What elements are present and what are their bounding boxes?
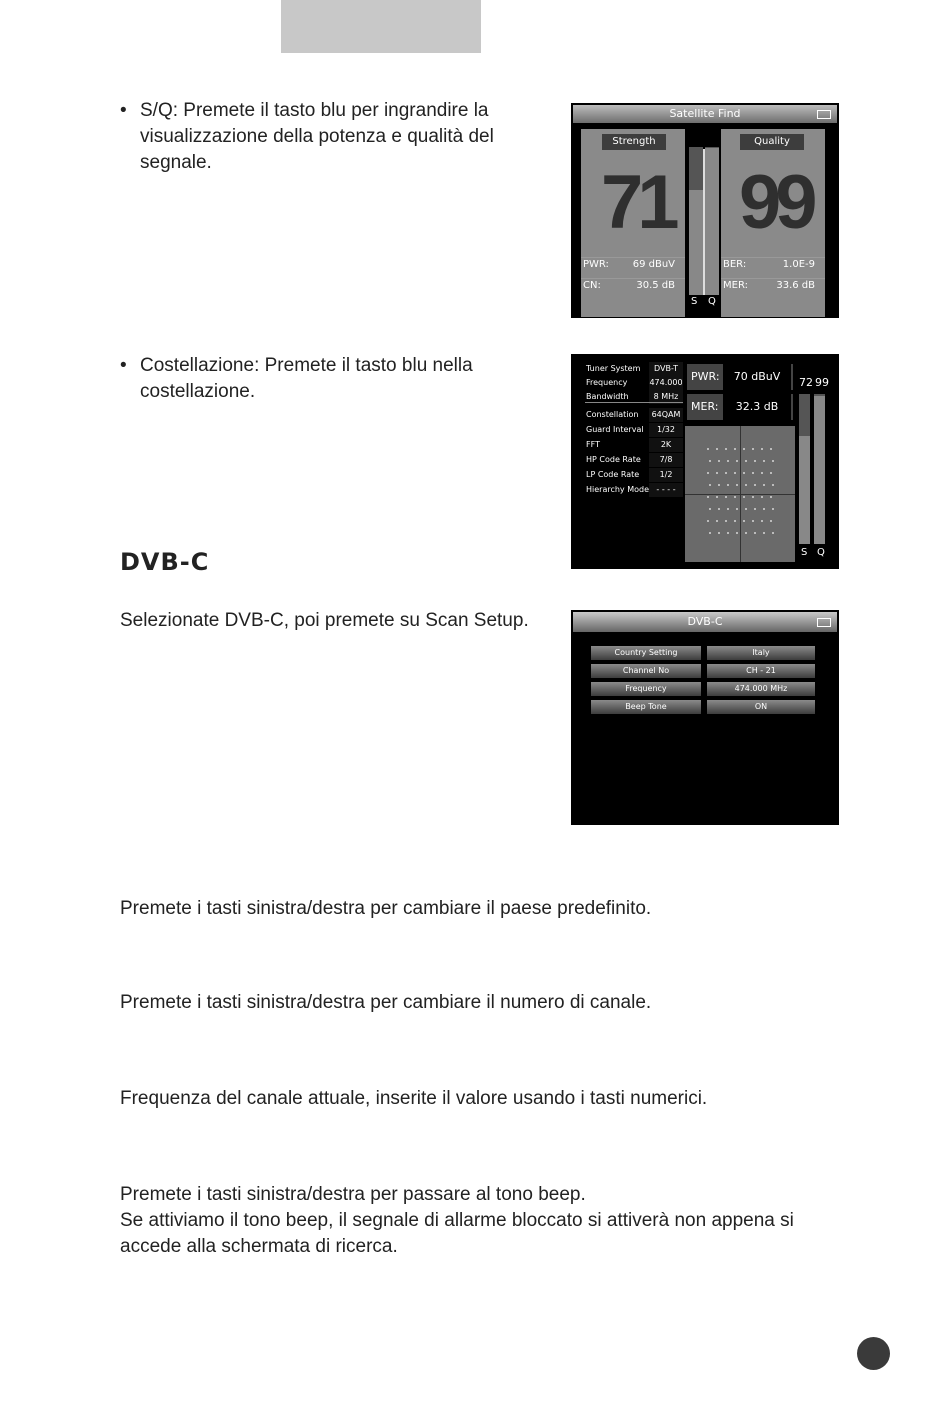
mer-label: MER: — [723, 280, 748, 291]
constellation-point — [745, 532, 747, 534]
bullet-marker: • — [120, 100, 127, 121]
constellation-point — [727, 460, 729, 462]
constellation-point — [707, 472, 709, 474]
setting-label[interactable]: Beep Tone — [591, 700, 701, 714]
country-setting-text: Premete i tasti sinistra/destra per cambiare il paese predefinito. — [120, 898, 652, 919]
constellation-point — [754, 532, 756, 534]
info-key: Constellation — [586, 410, 639, 419]
constellation-point — [709, 508, 711, 510]
mer-value: 32.3 dB — [723, 394, 791, 420]
constellation-point — [770, 496, 772, 498]
constellation-point — [761, 496, 763, 498]
constellation-point — [725, 472, 727, 474]
info-key: Guard Interval — [586, 425, 644, 434]
frequency-text: Frequenza del canale attuale, inserite il valore usando i tasti numerici. — [120, 1088, 708, 1109]
info-value: 8 MHz — [649, 390, 683, 404]
info-row — [585, 483, 683, 497]
pwr-readout — [687, 364, 793, 390]
pwr-value: 70 dBuV — [723, 364, 791, 390]
constellation-point — [707, 448, 709, 450]
constellation-point — [752, 496, 754, 498]
constellation-point — [763, 484, 765, 486]
bullet-marker: • — [120, 355, 127, 376]
constellation-point — [718, 484, 720, 486]
battery-icon — [817, 618, 831, 627]
info-key: Frequency — [586, 378, 628, 387]
bullet-sq — [120, 98, 530, 176]
info-key: Hierarchy Mode — [586, 485, 650, 494]
info-key: HP Code Rate — [586, 455, 641, 464]
constellation-point — [734, 448, 736, 450]
bullet-sq-text: S/Q: Premete il tasto blu per ingrandire la visualizzazione della potenza e qualità del segnale. — [140, 100, 494, 173]
constellation-point — [763, 532, 765, 534]
constellation-point — [725, 496, 727, 498]
constellation-point — [736, 508, 738, 510]
constellation-point — [770, 472, 772, 474]
constellation-point — [743, 496, 745, 498]
beep-tone-text: Premete i tasti sinistra/destra per passare al tono beep. — [120, 1184, 586, 1205]
constellation-point — [772, 508, 774, 510]
mer-readout — [687, 394, 793, 420]
strength-label: Strength — [602, 134, 666, 150]
constellation-point — [761, 472, 763, 474]
section-heading: DVB-C — [120, 548, 210, 576]
constellation-point — [709, 484, 711, 486]
constellation-point — [772, 532, 774, 534]
s-level-fill — [689, 190, 703, 295]
constellation-point — [727, 532, 729, 534]
constellation-point — [770, 520, 772, 522]
constellation-point — [727, 508, 729, 510]
constellation-point — [752, 520, 754, 522]
setting-label[interactable]: Country Setting — [591, 646, 701, 660]
s-level-fill — [799, 436, 810, 544]
constellation-point — [709, 460, 711, 462]
constellation-point — [736, 460, 738, 462]
s-level-bar — [799, 394, 810, 544]
pwr-readout — [581, 257, 685, 270]
cn-label: CN: — [583, 280, 601, 291]
constellation-point — [716, 496, 718, 498]
s-label: S — [801, 547, 808, 558]
pwr-label: PWR: — [583, 259, 609, 270]
constellation-point — [754, 484, 756, 486]
info-key: LP Code Rate — [586, 470, 640, 479]
constellation-point — [743, 520, 745, 522]
constellation-point — [709, 532, 711, 534]
constellation-screenshot — [571, 354, 839, 569]
info-key: FFT — [586, 440, 600, 449]
constellation-point — [761, 520, 763, 522]
constellation-point — [734, 520, 736, 522]
ber-readout — [721, 257, 825, 270]
constellation-point — [736, 484, 738, 486]
setting-label[interactable]: Frequency — [591, 682, 701, 696]
setting-value[interactable]: CH - 21 — [707, 664, 815, 678]
bullet-constellation — [120, 353, 530, 405]
constellation-point — [734, 496, 736, 498]
constellation-point — [754, 460, 756, 462]
constellation-point — [736, 532, 738, 534]
constellation-point — [772, 484, 774, 486]
bullet-constellation-text: Costellazione: Premete il tasto blu nella costellazione. — [140, 355, 473, 402]
info-value: 64QAM — [649, 408, 683, 422]
constellation-point — [754, 508, 756, 510]
intro-text: Selezionate DVB-C, poi premete su Scan Setup. — [120, 610, 529, 631]
table-divider — [585, 402, 683, 403]
s-label: S — [691, 296, 698, 307]
q-level-bar — [814, 394, 825, 544]
constellation-point — [716, 472, 718, 474]
q-label: Q — [708, 296, 716, 307]
constellation-point — [770, 448, 772, 450]
constellation-point — [752, 448, 754, 450]
axis-horizontal — [685, 494, 795, 495]
constellation-point — [745, 508, 747, 510]
info-value: 1/32 — [649, 423, 683, 437]
screen-title-text: Satellite Find — [669, 107, 741, 120]
constellation-point — [716, 448, 718, 450]
info-row — [585, 468, 683, 482]
info-row — [585, 362, 683, 376]
info-value: 2K — [649, 438, 683, 452]
q-level-bar — [705, 147, 719, 295]
mer-label: MER: — [691, 400, 719, 413]
info-key: Tuner System — [586, 364, 641, 373]
q-level-fill — [705, 148, 719, 295]
constellation-point — [752, 472, 754, 474]
q-value: 99 — [815, 376, 829, 389]
page-number-marker — [857, 1337, 890, 1370]
constellation-diagram — [685, 426, 795, 562]
q-level-fill — [814, 396, 825, 545]
pwr-label: PWR: — [691, 370, 720, 383]
setting-value[interactable]: Italy — [707, 646, 815, 660]
screen-title-text: DVB-C — [687, 615, 723, 628]
info-row — [585, 376, 683, 390]
constellation-point — [745, 484, 747, 486]
quality-value: 99 — [739, 160, 812, 245]
info-row — [585, 423, 683, 437]
constellation-point — [725, 448, 727, 450]
constellation-point — [761, 448, 763, 450]
constellation-point — [727, 484, 729, 486]
mer-readout — [721, 278, 825, 291]
info-value: DVB-T — [649, 362, 683, 376]
ber-label: BER: — [723, 259, 747, 270]
info-value: 474.000 — [649, 376, 683, 390]
constellation-point — [707, 520, 709, 522]
setting-value[interactable]: 474.000 MHz — [707, 682, 815, 696]
cn-value: 30.5 dB — [636, 280, 675, 291]
constellation-point — [707, 496, 709, 498]
constellation-point — [763, 508, 765, 510]
constellation-point — [718, 508, 720, 510]
cn-readout — [581, 278, 685, 291]
constellation-point — [743, 472, 745, 474]
channel-no-text: Premete i tasti sinistra/destra per cambiare il numero di canale. — [120, 992, 652, 1013]
battery-icon — [817, 110, 831, 119]
beep-tone-detail-text: Se attiviamo il tono beep, il segnale di allarme bloccato si attiverà non appena si accede alla schermata di ricerca. — [120, 1210, 794, 1257]
info-row — [585, 408, 683, 422]
info-row — [585, 453, 683, 467]
constellation-point — [743, 448, 745, 450]
constellation-point — [763, 460, 765, 462]
level-scale — [703, 149, 705, 295]
screen-title — [573, 105, 837, 123]
satellite-find-screenshot — [571, 103, 839, 318]
constellation-point — [718, 460, 720, 462]
pwr-value: 69 dBuV — [632, 259, 675, 270]
info-key: Bandwidth — [586, 392, 629, 401]
strength-value: 71 — [601, 160, 674, 245]
info-row — [585, 438, 683, 452]
ber-value: 1.0E-9 — [782, 259, 815, 270]
constellation-point — [745, 460, 747, 462]
constellation-point — [725, 520, 727, 522]
info-value: 1/2 — [649, 468, 683, 482]
constellation-point — [716, 520, 718, 522]
setting-label[interactable]: Channel No — [591, 664, 701, 678]
s-value: 72 — [799, 376, 813, 389]
constellation-point — [734, 472, 736, 474]
constellation-point — [718, 532, 720, 534]
constellation-point — [772, 460, 774, 462]
setting-value[interactable]: ON — [707, 700, 815, 714]
mer-value: 33.6 dB — [776, 280, 815, 291]
screen-title — [573, 612, 837, 632]
info-value: - - - - — [649, 483, 683, 497]
q-label: Q — [817, 547, 825, 558]
info-value: 7/8 — [649, 453, 683, 467]
header-tab — [281, 0, 481, 53]
dvbc-setup-screenshot — [571, 610, 839, 825]
quality-label: Quality — [740, 134, 804, 150]
s-level-bar — [689, 147, 703, 295]
